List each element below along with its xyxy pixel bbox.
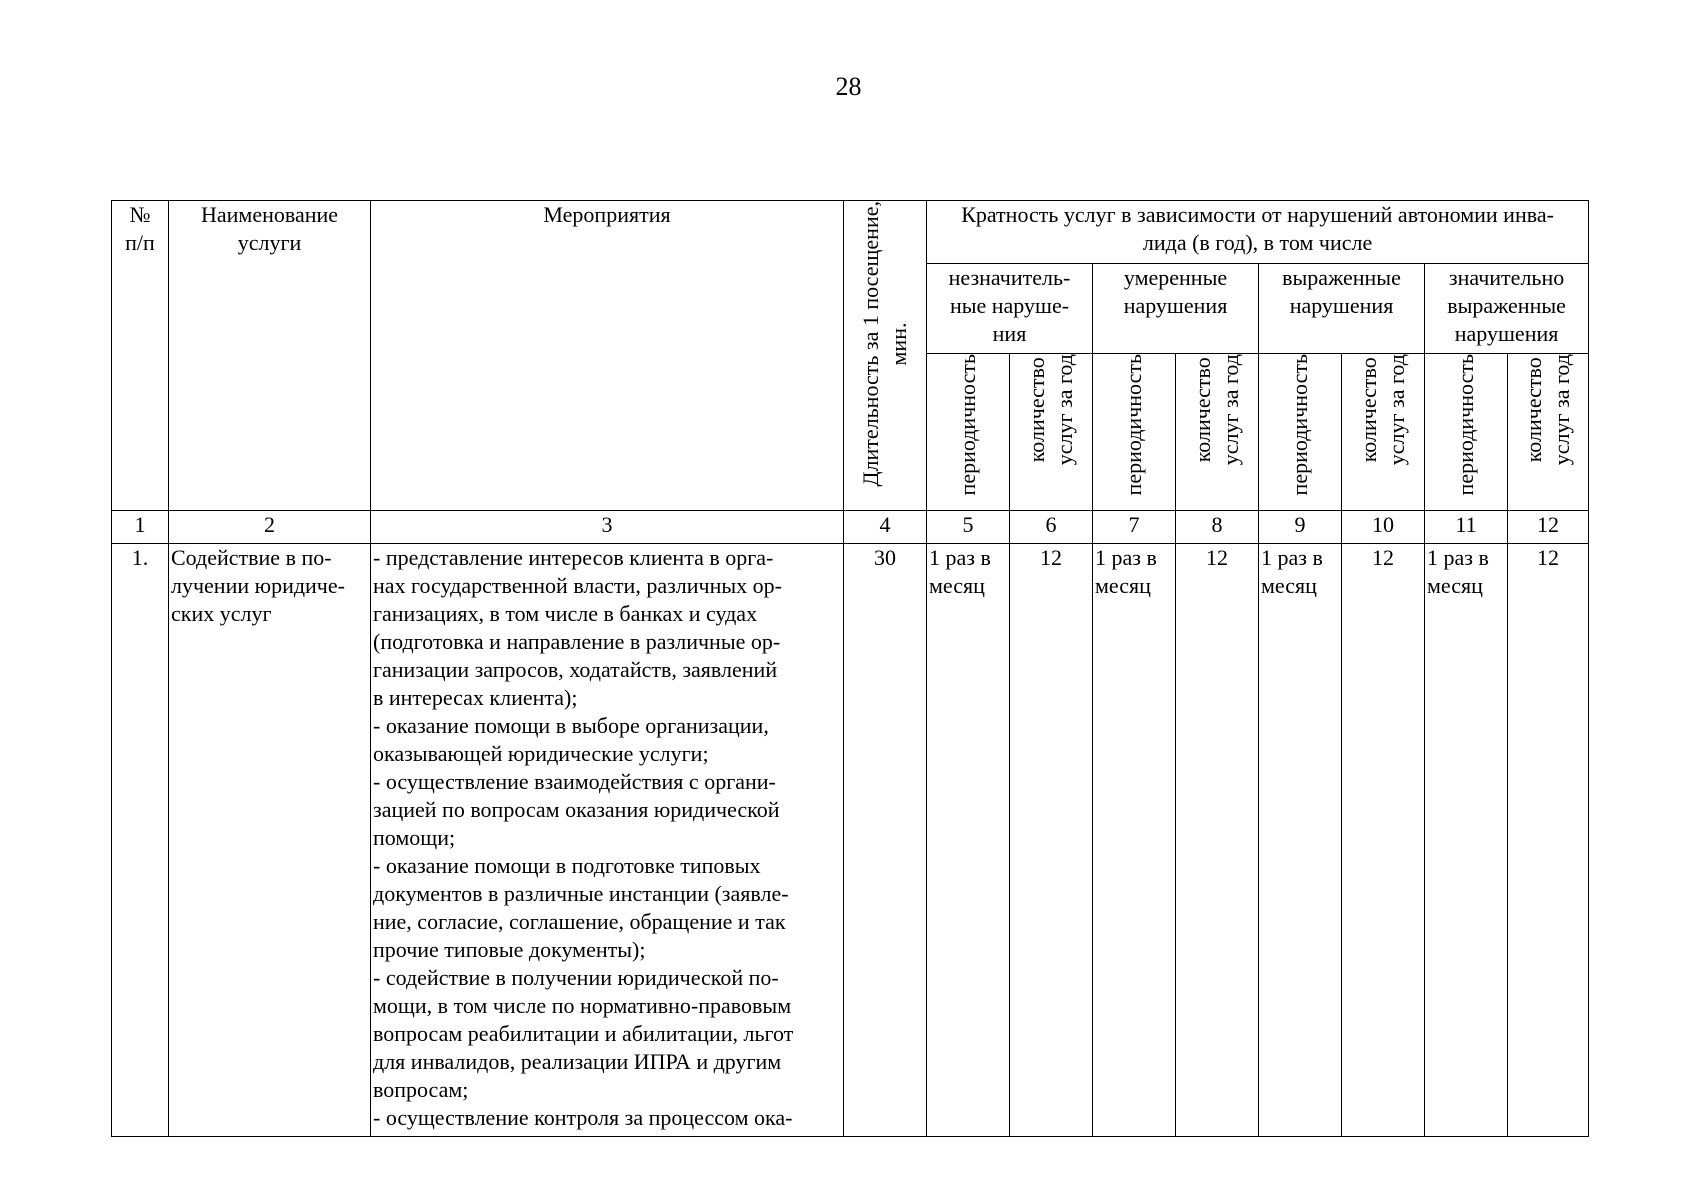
header-measures: Мероприятия — [371, 201, 844, 511]
row-duration: 30 — [844, 544, 927, 1137]
column-number: 11 — [1425, 511, 1508, 544]
row-periodicity: 1 раз в месяц — [1093, 544, 1176, 1137]
row-service-name: Содействие в по- лучении юридиче- ских услуг — [169, 544, 371, 1137]
column-numbers-row — [112, 511, 1589, 544]
sub-periodicity: периодичность — [1093, 354, 1176, 511]
header-name: Наименование услуги — [169, 201, 371, 511]
column-number: 1 — [112, 511, 169, 544]
row-quantity: 12 — [1342, 544, 1425, 1137]
group-minor: незначитель- ные наруше- ния — [927, 264, 1093, 354]
page-number: 28 — [835, 72, 862, 101]
column-number: 8 — [1176, 511, 1259, 544]
group-significant: значительно выраженные нарушения — [1425, 264, 1589, 354]
column-number: 4 — [844, 511, 927, 544]
column-number: 6 — [1010, 511, 1093, 544]
sub-quantity: количество услуг за год — [1010, 354, 1093, 511]
sub-quantity: количество услуг за год — [1176, 354, 1259, 511]
row-quantity: 12 — [1508, 544, 1589, 1137]
header-duration: Длительность за 1 посещение, мин. — [844, 201, 927, 511]
header-num: № п/п — [112, 201, 169, 511]
row-num: 1. — [112, 544, 169, 1137]
services-table — [111, 200, 1589, 1137]
header-frequency-title: Кратность услуг в зависимости от нарушений автономии инва- лида (в год), в том числе — [927, 201, 1589, 264]
row-periodicity: 1 раз в месяц — [927, 544, 1010, 1137]
column-number: 9 — [1259, 511, 1342, 544]
row-measures: - представление интересов клиента в орга- нах государственной власти, различных ор- ганизациях, в том числе в банках и судах (подготовка и направление в различные ор- ганизации запросов, ходатайств, заявлений в интересах клиента); - оказание помощи в выборе организации, оказывающей юридические услуги; - осуществление взаимодействия с органи- зацией по вопросам оказания юридической помощи; - оказание помощи в подготовке типовых документов в различные инстанции (заявле- ние, согласие, соглашение, обращение и так прочие типовые документы); - содействие в получении юридической по- мощи, в том числе по нормативно-правовым вопросам реабилитации и абилитации, льгот для инвалидов, реализации ИПРА и другим вопросам; - осуществление контроля за процессом ока- — [371, 544, 844, 1137]
column-number: 5 — [927, 511, 1010, 544]
group-moderate: умеренные нарушения — [1093, 264, 1259, 354]
row-periodicity: 1 раз в месяц — [1425, 544, 1508, 1137]
column-number: 3 — [371, 511, 844, 544]
row-quantity: 12 — [1176, 544, 1259, 1137]
sub-periodicity: периодичность — [927, 354, 1010, 511]
table-row — [112, 544, 1589, 1137]
sub-periodicity: периодичность — [1425, 354, 1508, 511]
column-number: 7 — [1093, 511, 1176, 544]
sub-quantity: количество услуг за год — [1508, 354, 1589, 511]
group-pronounced: выраженные нарушения — [1259, 264, 1425, 354]
column-number: 12 — [1508, 511, 1589, 544]
column-number: 2 — [169, 511, 371, 544]
column-number: 10 — [1342, 511, 1425, 544]
row-quantity: 12 — [1010, 544, 1093, 1137]
row-periodicity: 1 раз в месяц — [1259, 544, 1342, 1137]
sub-quantity: количество услуг за год — [1342, 354, 1425, 511]
sub-periodicity: периодичность — [1259, 354, 1342, 511]
